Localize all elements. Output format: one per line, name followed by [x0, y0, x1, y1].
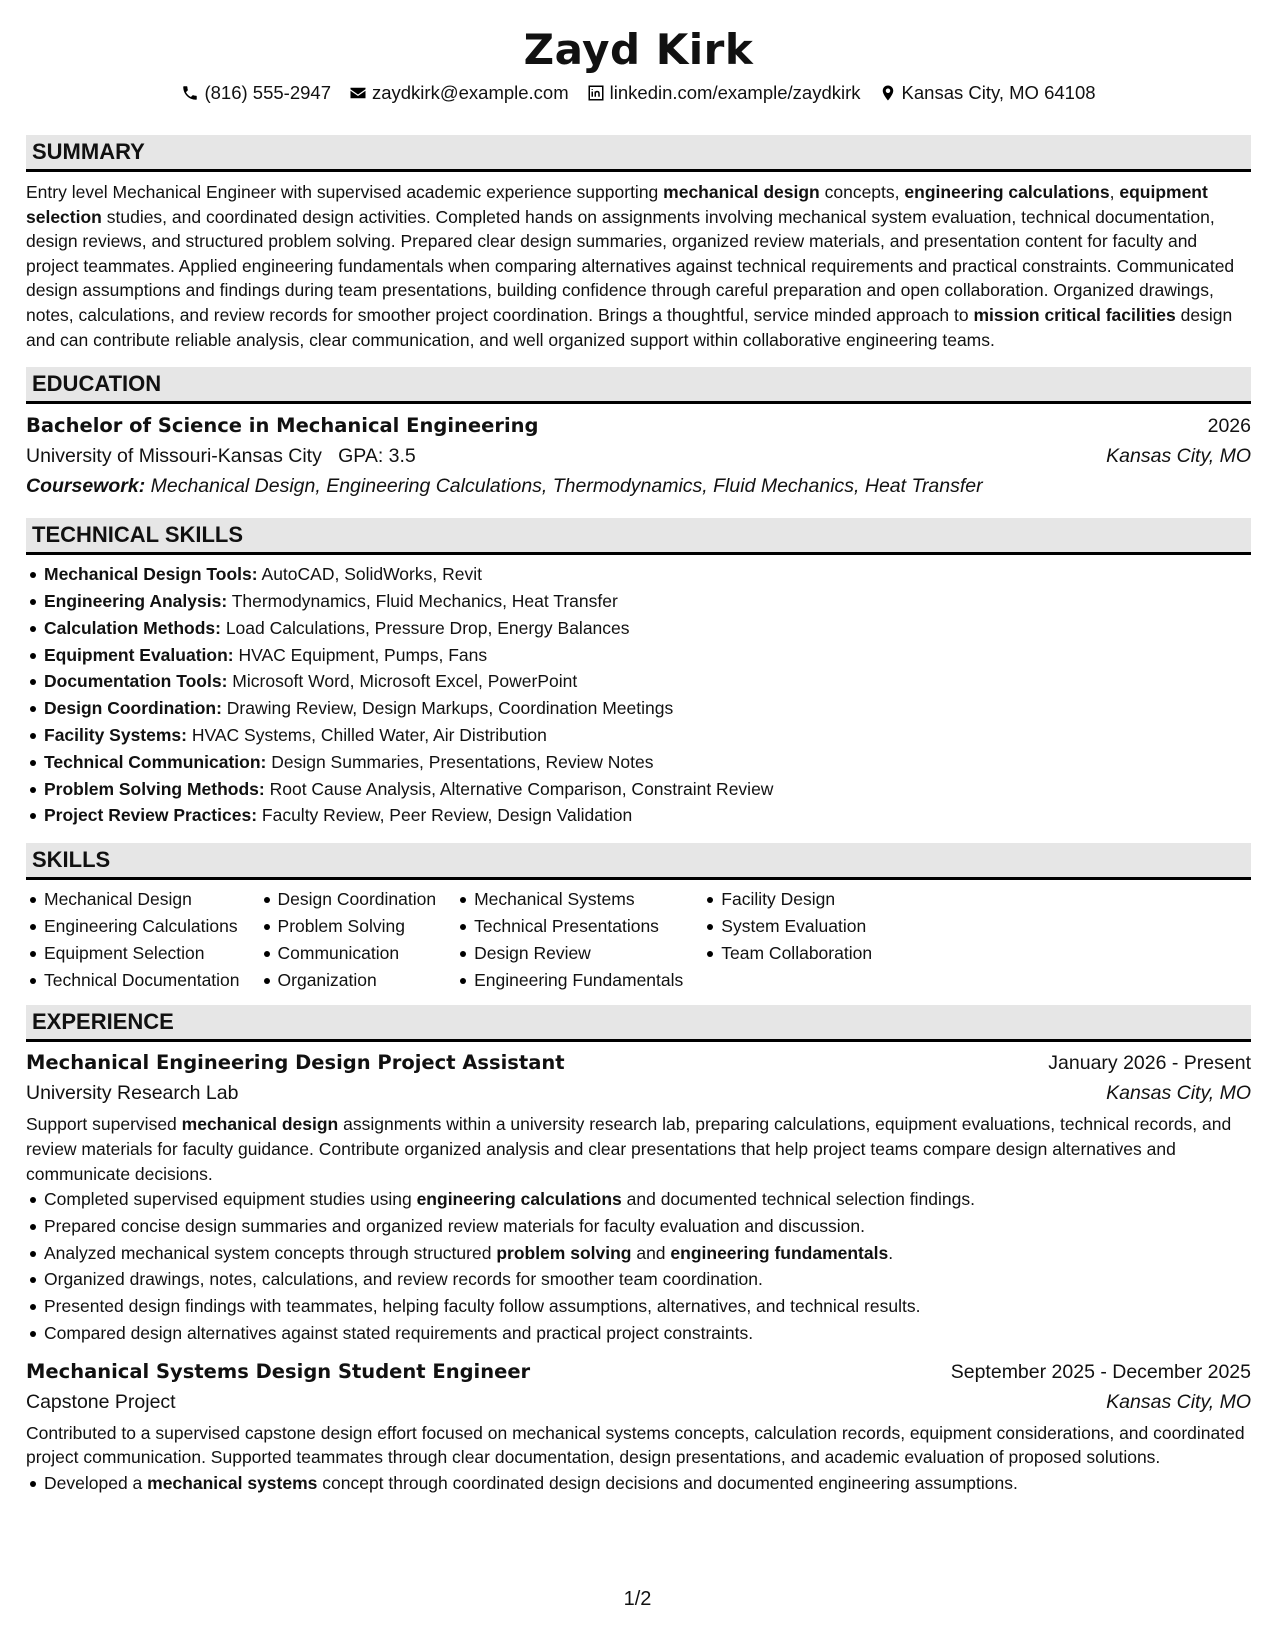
technical-skill-item: [26, 642, 1251, 669]
candidate-name: Zayd Kirk: [523, 25, 754, 74]
skill-category: Engineering Analysis:: [44, 590, 228, 611]
skill-item: Team Collaboration: [703, 940, 872, 967]
graduation-year: 2026: [1207, 415, 1251, 438]
job-organization: Capstone Project: [26, 1390, 176, 1413]
envelope-icon: [349, 84, 367, 102]
technical-skills-heading: TECHNICAL SKILLS: [26, 518, 1251, 555]
skill-item: Design Review: [456, 940, 683, 967]
education-school-row: [26, 441, 1251, 471]
linkedin-text[interactable]: linkedin.com/example/zaydkirk: [609, 82, 861, 103]
job-bullet: Compared design alternatives against stated requirements and practical project constraints.: [26, 1320, 1251, 1347]
job-bullet: Developed a mechanical systems concept through coordinated design decisions and documented engineering assumptions.: [26, 1470, 1251, 1497]
technical-skills-list: [26, 561, 1251, 829]
job-bullet: Presented design findings with teammates, helping faculty follow assumptions, alternatives, and technical results.: [26, 1293, 1251, 1320]
education-heading: EDUCATION: [26, 367, 1251, 404]
email-text[interactable]: zaydkirk@example.com: [371, 82, 569, 103]
technical-skill-item: [26, 695, 1251, 722]
technical-skill-item: [26, 776, 1251, 803]
contact-email[interactable]: [349, 81, 569, 105]
skill-item: Mechanical Systems: [456, 886, 683, 913]
skill-values: Drawing Review, Design Markups, Coordination Meetings: [226, 698, 674, 719]
job-dates: September 2025 - December 2025: [950, 1360, 1251, 1383]
coursework-label: Coursework:: [26, 475, 146, 498]
skill-category: Facility Systems:: [44, 724, 187, 745]
contact-phone: [181, 81, 331, 105]
summary-heading: SUMMARY: [26, 135, 1251, 172]
technical-skill-item: [26, 722, 1251, 749]
skill-category: Calculation Methods:: [44, 617, 221, 638]
job-bullet: Prepared concise design summaries and organized review materials for faculty evaluation and discussion.: [26, 1213, 1251, 1240]
skill-category: Documentation Tools:: [44, 671, 228, 692]
degree-title: Bachelor of Science in Mechanical Engineering: [26, 414, 539, 438]
skill-item: Mechanical Design: [26, 886, 240, 913]
contact-linkedin[interactable]: [587, 81, 861, 105]
phone-icon: [181, 84, 199, 102]
technical-skill-item: [26, 615, 1251, 642]
technical-skill-item: [26, 749, 1251, 776]
school-line: [26, 441, 416, 471]
gpa: GPA: 3.5: [338, 445, 416, 468]
experience-heading: EXPERIENCE: [26, 1005, 1251, 1042]
skill-item: Technical Documentation: [26, 967, 240, 994]
skill-item: Technical Presentations: [456, 913, 683, 940]
job-location: Kansas City, MO: [1106, 1390, 1251, 1413]
skill-category: Equipment Evaluation:: [44, 644, 234, 665]
skill-item: System Evaluation: [703, 913, 872, 940]
coursework-line: [26, 471, 1251, 501]
skill-category: Project Review Practices:: [44, 805, 258, 826]
job-title: Mechanical Engineering Design Project Assistant: [26, 1051, 565, 1075]
job-organization: University Research Lab: [26, 1082, 239, 1105]
job-bullets: [26, 1186, 1251, 1347]
job-description: Contributed to a supervised capstone design effort focused on mechanical systems concepts, calculation records, equipment considerations, and coordinated project communication. Supported teammates through clear documentation, design presentations, and academic evaluation of proposed solutions.: [26, 1422, 1245, 1468]
coursework-list: Mechanical Design, Engineering Calculations, Thermodynamics, Fluid Mechanics, Heat Transfer: [150, 475, 983, 498]
experience-entry: [26, 1048, 1251, 1347]
technical-skill-item: [26, 668, 1251, 695]
education-degree-row: [26, 411, 1251, 441]
skill-values: Microsoft Word, Microsoft Excel, PowerPoint: [232, 671, 578, 692]
skill-values: Design Summaries, Presentations, Review Notes: [271, 751, 654, 772]
job-description: Support supervised mechanical design assignments within a university research lab, preparing calculations, equipment evaluations, technical records, and review materials for faculty guidance. Contribute organized analysis and clear presentations that help project teams compare design alternatives and communicate decisions.: [26, 1114, 1232, 1184]
job-org-row: [26, 1078, 1251, 1108]
contact-bar: [26, 81, 1251, 105]
skills-columns: [26, 886, 1251, 993]
job-bullets: [26, 1470, 1251, 1497]
technical-skill-item: [26, 588, 1251, 615]
skill-item: Equipment Selection: [26, 940, 240, 967]
job-dates: January 2026 - Present: [1048, 1052, 1251, 1075]
job-org-row: [26, 1387, 1251, 1417]
school-name: University of Missouri-Kansas City: [26, 445, 322, 468]
skills-column: [26, 886, 240, 993]
skill-item: Engineering Calculations: [26, 913, 240, 940]
phone-text: (816) 555-2947: [204, 82, 331, 103]
job-bullet: Organized drawings, notes, calculations, and review records for smoother team coordination.: [26, 1266, 1251, 1293]
skill-item: Engineering Fundamentals: [456, 967, 683, 994]
skill-item: Organization: [260, 967, 437, 994]
technical-skill-item: [26, 802, 1251, 829]
job-title: Mechanical Systems Design Student Engineer: [26, 1359, 531, 1383]
skill-category: Problem Solving Methods:: [44, 778, 265, 799]
skill-values: Thermodynamics, Fluid Mechanics, Heat Transfer: [231, 590, 618, 611]
skills-heading: SKILLS: [26, 843, 1251, 880]
technical-skill-item: [26, 561, 1251, 588]
skills-column: [703, 886, 872, 993]
skills-column: [456, 886, 683, 993]
skills-column: [260, 886, 437, 993]
experience-list: [26, 1048, 1251, 1497]
skill-item: Facility Design: [703, 886, 872, 913]
skill-values: Root Cause Analysis, Alternative Comparison, Constraint Review: [269, 778, 774, 799]
contact-location: [879, 81, 1096, 105]
skill-values: HVAC Systems, Chilled Water, Air Distribution: [191, 724, 547, 745]
job-bullet: Completed supervised equipment studies using engineering calculations and documented technical selection findings.: [26, 1186, 1251, 1213]
skill-item: Problem Solving: [260, 913, 437, 940]
skill-category: Mechanical Design Tools:: [44, 564, 258, 585]
school-location: Kansas City, MO: [1106, 445, 1251, 468]
skill-category: Design Coordination:: [44, 698, 222, 719]
summary-text: Entry level Mechanical Engineer with supervised academic experience supporting mechanical design concepts, engineering calculations, equipment selection studies, and coordinated design activities. Completed hands on assignments involving mechanical system evaluation, technical documentation, design reviews, and structured problem solving. Prepared clear design summaries, organized review materials, and presentation content for faculty and project teammates. Applied engineering fundamentals when comparing alternatives against technical requirements and practical constraints. Communicated design assumptions and findings during team presentations, building confidence through careful preparation and open collaboration. Organized drawings, notes, calculations, and review records for smoother project coordination. Brings a thoughtful, service minded approach to mission critical facilities design and can contribute reliable analysis, clear communication, and well organized support within collaborative engineering teams.: [26, 182, 1235, 350]
map-pin-icon: [879, 84, 897, 102]
skill-values: HVAC Equipment, Pumps, Fans: [238, 644, 488, 665]
job-bullet: Analyzed mechanical system concepts through structured problem solving and engineering fundamentals.: [26, 1240, 1251, 1267]
skill-values: Faculty Review, Peer Review, Design Validation: [261, 805, 633, 826]
skill-values: Load Calculations, Pressure Drop, Energy Balances: [225, 617, 630, 638]
skill-values: AutoCAD, SolidWorks, Revit: [261, 564, 482, 585]
experience-entry: [26, 1357, 1251, 1497]
job-title-row: [26, 1048, 1251, 1078]
page-number: 1/2: [623, 1588, 652, 1610]
skill-item: Design Coordination: [260, 886, 437, 913]
job-location: Kansas City, MO: [1106, 1082, 1251, 1105]
skill-item: Communication: [260, 940, 437, 967]
location-text: Kansas City, MO 64108: [901, 82, 1096, 103]
job-title-row: [26, 1357, 1251, 1387]
linkedin-icon: [587, 84, 605, 102]
resume-page: [26, 0, 1251, 1497]
skill-category: Technical Communication:: [44, 751, 267, 772]
